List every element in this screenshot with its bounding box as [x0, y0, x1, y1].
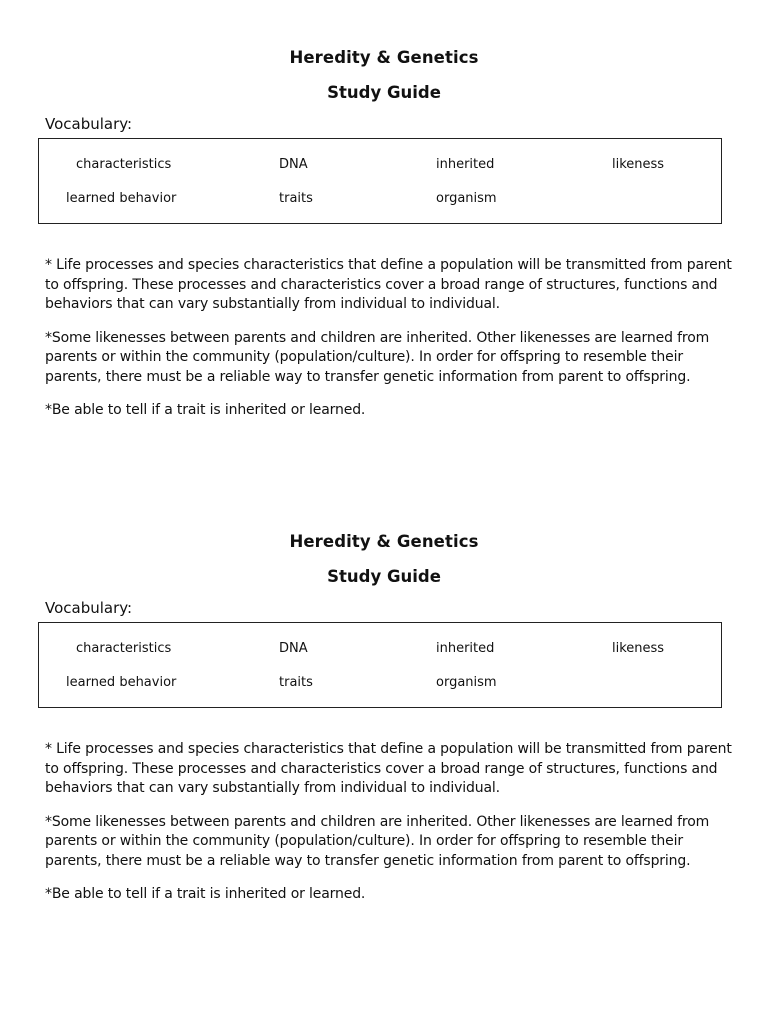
guide-subtitle: Study Guide: [327, 83, 441, 102]
guide-title: Heredity & Genetics: [289, 48, 479, 67]
vocab-word: organism: [436, 675, 497, 690]
vocab-word: likeness: [612, 157, 665, 172]
vocab-word: organism: [436, 191, 497, 206]
vocab-word: likeness: [612, 641, 665, 656]
vocab-word: DNA: [279, 157, 308, 172]
paragraph-likenesses: *Some likenesses between parents and children are inherited. Other likenesses are learned from parents or within the community (population/culture). In order for offspring to resemble their parents, there must be a reliable way to transfer genetic information from parent to offspring.: [45, 329, 710, 385]
vocabulary-box: [38, 622, 722, 708]
paragraph-trait-note: *Be able to tell if a trait is inherited or learned.: [45, 402, 366, 418]
vocab-word: inherited: [436, 641, 495, 656]
vocab-word: inherited: [436, 157, 495, 172]
study-guide-bottom: [0, 530, 768, 919]
vocab-word: DNA: [279, 641, 308, 656]
paragraph-trait-note: *Be able to tell if a trait is inherited or learned.: [45, 886, 366, 902]
paragraph-life-processes: * Life processes and species characteristics that define a population will be transmitted from parent to offspring. These processes and characteristics cover a broad range of structures, functions and behaviors that can vary substantially from individual to individual.: [45, 741, 732, 796]
vocabulary-label: Vocabulary:: [45, 599, 133, 617]
vocab-word: traits: [279, 191, 313, 206]
vocab-word: learned behavior: [66, 675, 177, 690]
vocab-word: characteristics: [76, 641, 172, 656]
vocab-word: learned behavior: [66, 191, 177, 206]
paragraph-life-processes: * Life processes and species characteristics that define a population will be transmitted from parent to offspring. These processes and characteristics cover a broad range of structures, functions and behaviors that can vary substantially from individual to individual.: [45, 257, 732, 312]
vocabulary-label: Vocabulary:: [45, 115, 133, 133]
guide-title: Heredity & Genetics: [289, 532, 479, 551]
vocab-word: characteristics: [76, 157, 172, 172]
vocab-word: traits: [279, 675, 313, 690]
study-guide-top: [0, 46, 768, 435]
guide-subtitle: Study Guide: [327, 567, 441, 586]
paragraph-likenesses: *Some likenesses between parents and children are inherited. Other likenesses are learned from parents or within the community (population/culture). In order for offspring to resemble their parents, there must be a reliable way to transfer genetic information from parent to offspring.: [45, 813, 710, 869]
vocabulary-box: [38, 138, 722, 224]
